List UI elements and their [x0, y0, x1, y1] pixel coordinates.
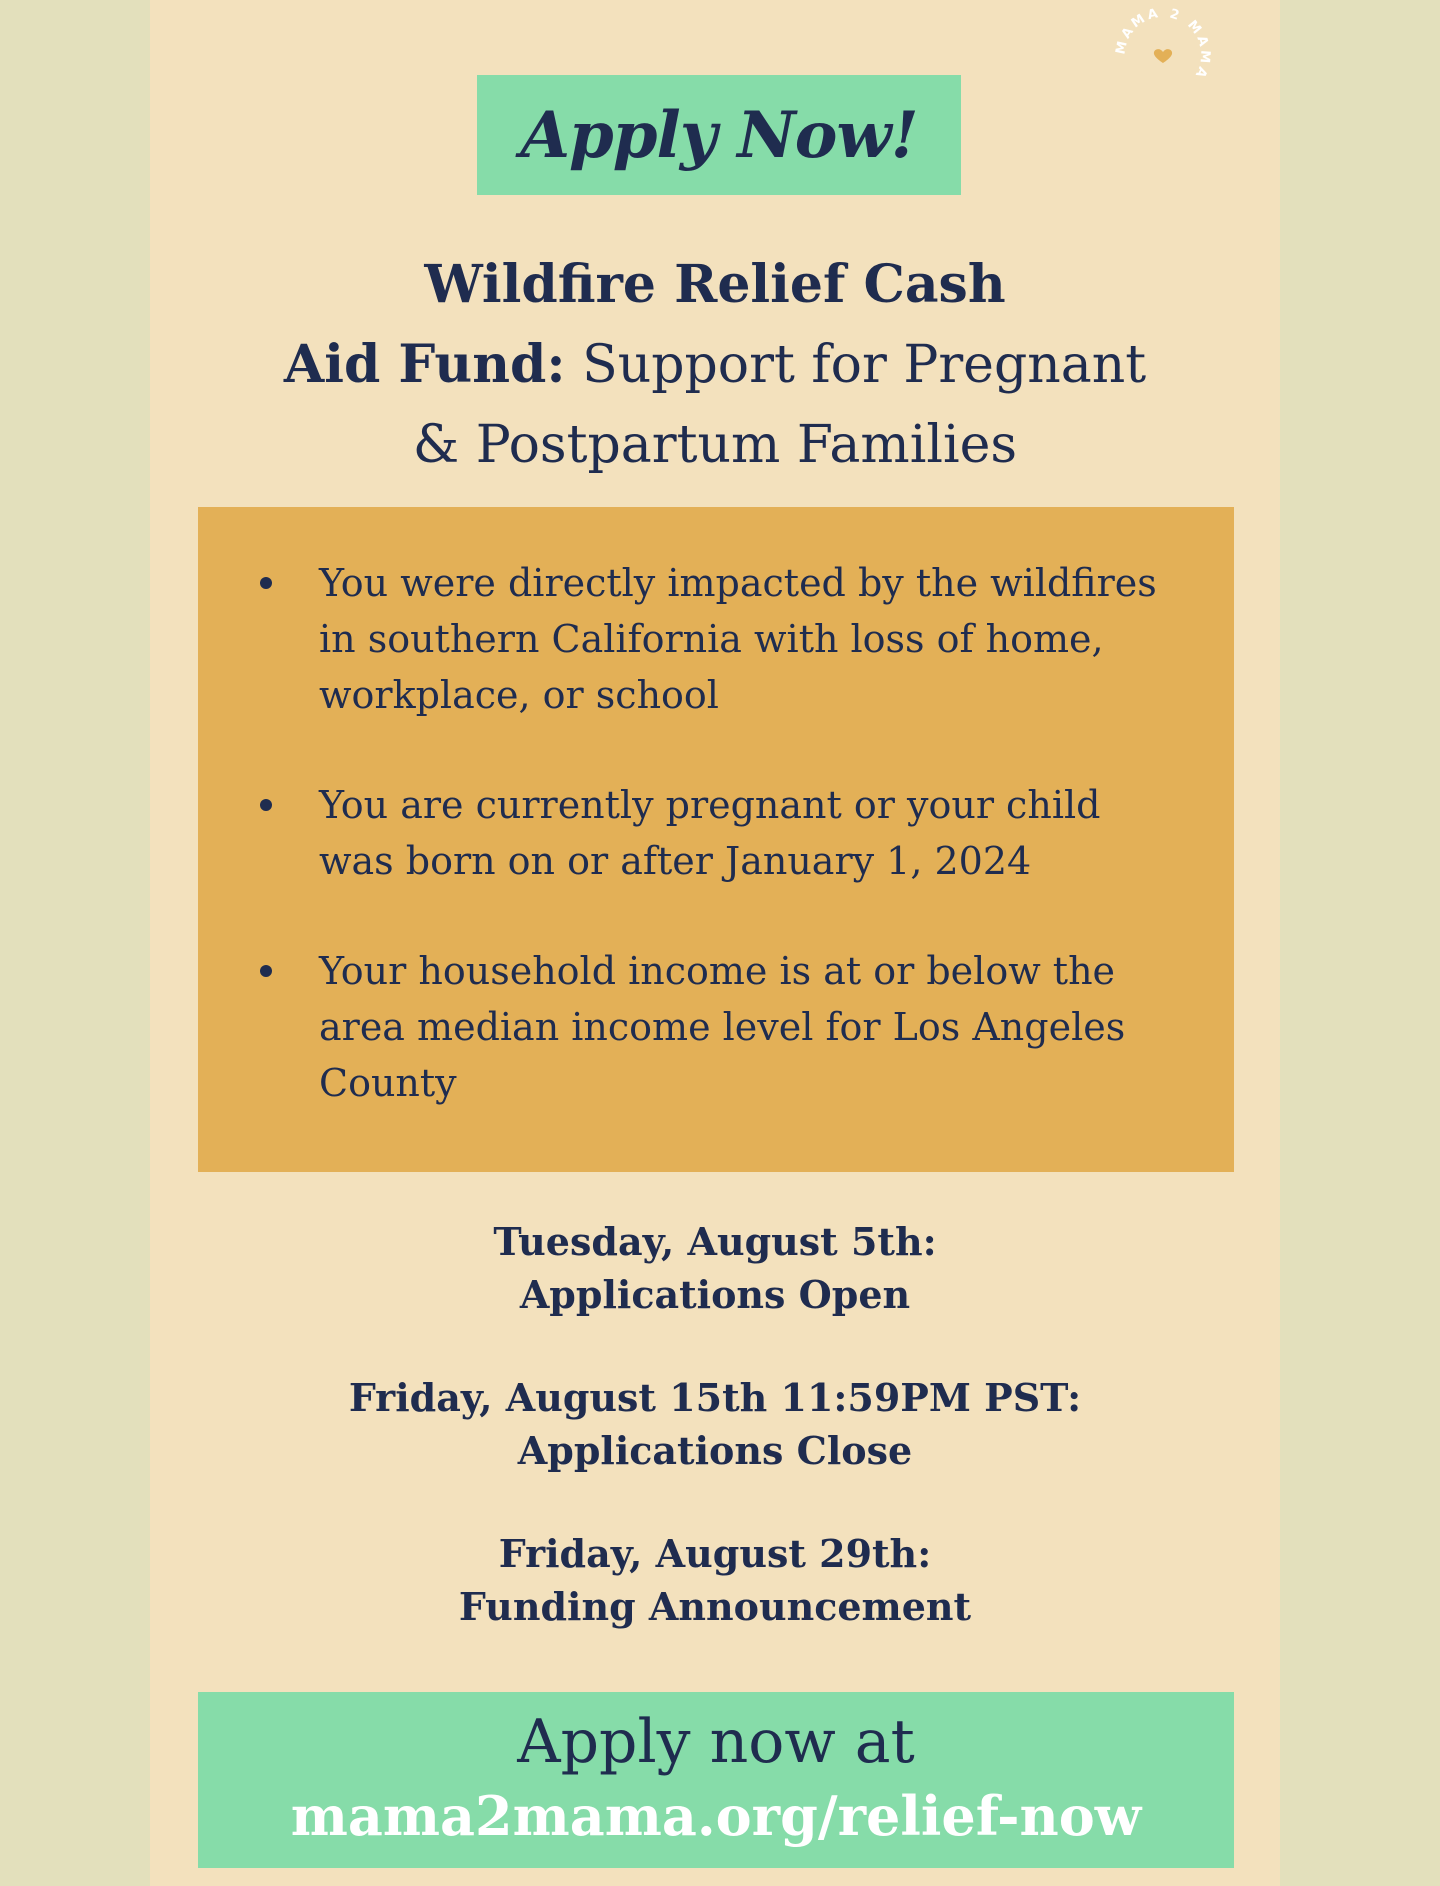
timeline-item	[150, 1527, 1280, 1633]
list-item	[198, 943, 1234, 1111]
logo-text: MAMA 2 MAMA	[1113, 5, 1213, 83]
timeline-date: Friday, August 15th 11:59PM PST:	[348, 1375, 1082, 1420]
bullet-icon	[260, 577, 272, 589]
apply-now-banner	[477, 75, 961, 195]
title-line2-bold: Aid Fund:	[283, 334, 566, 395]
cta-url-link[interactable]: mama2mama.org/relief-now	[290, 1784, 1142, 1848]
apply-now-label: Apply Now!	[520, 97, 918, 173]
timeline-event: Funding Announcement	[458, 1584, 972, 1629]
criterion-text: You are currently pregnant or your child was born on or after January 1, 2024	[319, 783, 1101, 883]
heart-icon	[1154, 49, 1172, 63]
svg-text:MAMA 2 MAMA	[1113, 6, 1212, 83]
eligibility-list	[198, 555, 1234, 1165]
timeline-event: Applications Open	[519, 1272, 911, 1317]
timeline-event: Applications Close	[517, 1428, 913, 1473]
list-item	[198, 555, 1234, 723]
title-line2-light: Support for Pregnant	[565, 335, 1147, 395]
timeline	[150, 1215, 1280, 1683]
eligibility-box	[198, 507, 1234, 1172]
title-line1: Wildfire Relief Cash	[424, 254, 1006, 315]
apply-cta-box	[198, 1692, 1234, 1868]
bullet-icon	[260, 799, 272, 811]
page-title	[150, 245, 1280, 485]
list-item	[198, 777, 1234, 889]
criterion-text: Your household income is at or below the area median income level for Los Angeles County	[319, 949, 1126, 1105]
mama2mama-logo	[1108, 0, 1218, 110]
criterion-text: You were directly impacted by the wildfires in southern California with loss of home, workplace, or school	[319, 561, 1157, 717]
timeline-date: Friday, August 29th:	[498, 1531, 932, 1576]
title-line3: & Postpartum Families	[412, 415, 1018, 475]
timeline-item	[150, 1371, 1280, 1477]
cta-text: Apply now at	[517, 1707, 915, 1777]
timeline-date: Tuesday, August 5th:	[493, 1219, 937, 1264]
bullet-icon	[260, 965, 272, 977]
timeline-item	[150, 1215, 1280, 1321]
